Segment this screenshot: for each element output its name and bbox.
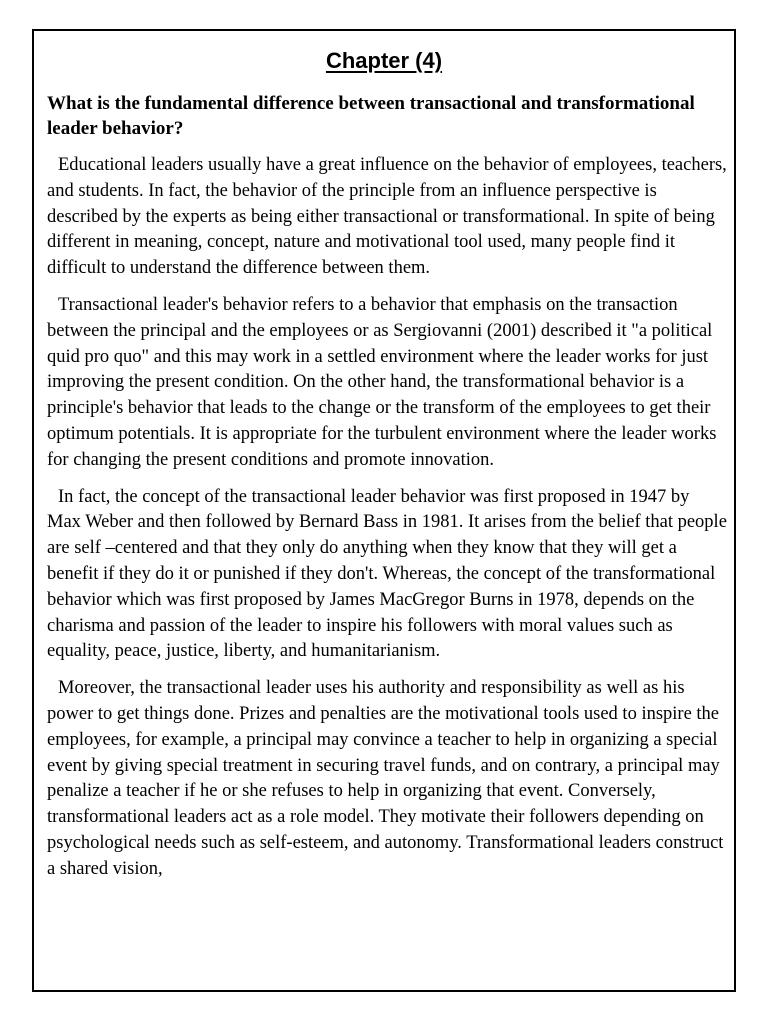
paragraph-4: Moreover, the transactional leader uses his authority and responsibility as well as his power to get things done. Prizes and penalties are the motivational tools used to inspire the employees, for example, a principal may convince a teacher to help in organizing a special event by giving special treatment in securing travel funds, and on contrary, a principal may penalize a teacher if he or she refuses to help in organizing that event. Conversely, transformational leaders act as a role model. They motivate their followers depending on psychological needs such as self-esteem, and autonomy. Transformational leaders construct a shared vision,	[47, 678, 724, 879]
question-heading: What is the fundamental difference between transactional and transformational leader behavior?	[47, 93, 695, 139]
chapter-title-text: Chapter (4)	[325, 48, 443, 73]
body-text	[47, 153, 727, 894]
paragraph-2: Transactional leader's behavior refers to a behavior that emphasis on the transaction between the principal and the employees or as Sergiovanni (2001) described it "a political quid pro quo" and this may work in a settled environment where the leader works for just improving the present condition. On the other hand, the transformational behavior is a principle's behavior that leads to the change or the transform of the employees to get their optimum potentials. It is appropriate for the turbulent environment where the leader works for changing the present conditions and promote innovation.	[47, 294, 717, 470]
page-frame	[32, 29, 736, 992]
paragraph-3: In fact, the concept of the transactional leader behavior was first proposed in 1947 by Max Weber and then followed by Bernard Bass in 1981. It arises from the belief that people are self –centered and that they only do anything when they know that they will get a benefit if they do it or punished if they don't. Whereas, the concept of the transformational behavior which was first proposed by James MacGregor Burns in 1978, depends on the charisma and passion of the leader to inspire his followers with moral values such as equality, peace, justice, liberty, and humanitarianism.	[47, 486, 727, 662]
paragraph-1: Educational leaders usually have a great influence on the behavior of employees, teachers, and students. In fact, the behavior of the principle from an influence perspective is described by the experts as being either transactional or transformational. In spite of being different in meaning, concept, nature and motivational tool used, many people find it difficult to understand the difference between them.	[47, 155, 727, 279]
chapter-title	[34, 47, 734, 75]
